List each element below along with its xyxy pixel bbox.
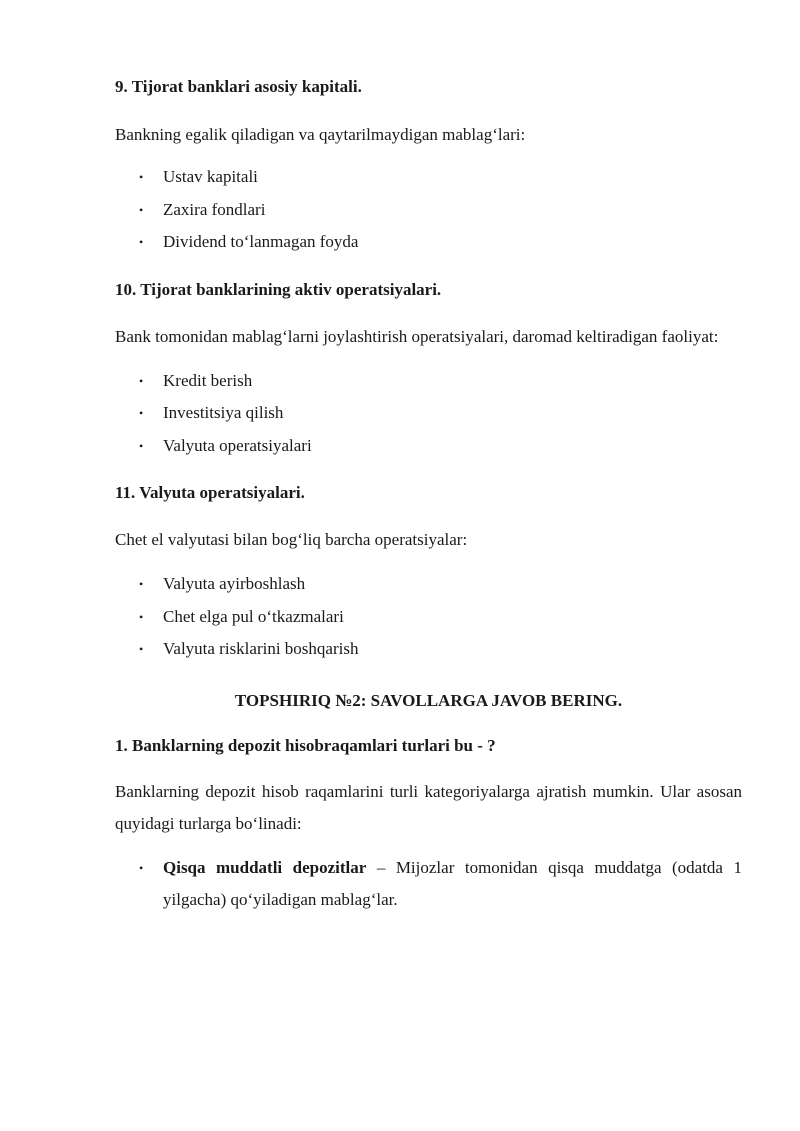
task-title: TOPSHIRIQ №2: SAVOLLARGA JAVOB BERING. (234, 690, 623, 710)
list-item (115, 852, 742, 916)
list-item-text: Valyuta risklarini boshqarish (163, 639, 359, 658)
list-item-text: Investitsiya qilish (163, 403, 284, 422)
list-item (115, 397, 742, 430)
section-11-list (115, 568, 742, 666)
bullet-icon: • (139, 170, 144, 184)
term-description: – Mijozlar tomonidan qisqa muddatga (odatda 1 yilgacha) qo‘yiladigan mablag‘lar. (163, 857, 742, 909)
list-item (115, 633, 742, 666)
section-9-intro: Bankning egalik qiladigan va qaytarilmaydigan mablag‘lari: (115, 125, 526, 144)
list-item-text: Valyuta operatsiyalari (163, 435, 312, 455)
bullet-icon: • (139, 202, 144, 217)
list-item (115, 161, 742, 194)
list-item-text: Chet elga pul o‘tkazmalari (163, 606, 344, 626)
bullet-icon: • (139, 609, 144, 624)
section-9-list (115, 161, 742, 259)
list-item-text: Dividend to‘lanmagan foyda (163, 232, 359, 251)
section-10-list (115, 365, 742, 463)
list-item (115, 568, 742, 601)
section-9-heading: 9. Tijorat banklari asosiy kapitali. (115, 77, 362, 96)
list-item (115, 194, 742, 227)
section-11-heading: 11. Valyuta operatsiyalari. (115, 483, 305, 502)
bullet-icon: • (139, 235, 144, 249)
bullet-icon: • (139, 373, 144, 388)
list-item-text: Ustav kapitali (163, 167, 258, 186)
list-item (115, 430, 742, 463)
list-item (115, 226, 742, 259)
list-item-text: Kredit berish (163, 370, 253, 390)
section-10-heading: 10. Tijorat banklarining aktiv operatsiyalari. (115, 279, 442, 299)
question-1-intro: Banklarning depozit hisob raqamlarini turli kategoriyalarga ajratish mumkin. Ular asosan quyidagi turlarga bo‘linadi: (115, 781, 742, 833)
bullet-icon: • (139, 406, 144, 420)
bullet-icon: • (139, 438, 144, 453)
list-item-text: Valyuta ayirboshlash (163, 574, 306, 593)
list-item (115, 601, 742, 634)
term-label: Qisqa muddatli depozitlar (163, 857, 367, 877)
section-11-intro: Chet el valyutasi bilan bog‘liq barcha operatsiyalar: (115, 530, 468, 549)
bullet-icon: • (139, 642, 144, 656)
question-1-heading: 1. Banklarning depozit hisobraqamlari turlari bu - ? (115, 735, 496, 755)
bullet-icon: • (139, 860, 144, 875)
document-page (115, 62, 742, 916)
list-item-text: Zaxira fondlari (163, 199, 266, 219)
section-10-intro: Bank tomonidan mablag‘larni joylashtirish operatsiyalari, daromad keltiradigan faoliyat: (115, 326, 719, 346)
list-item (115, 365, 742, 398)
bullet-icon: • (139, 577, 144, 591)
